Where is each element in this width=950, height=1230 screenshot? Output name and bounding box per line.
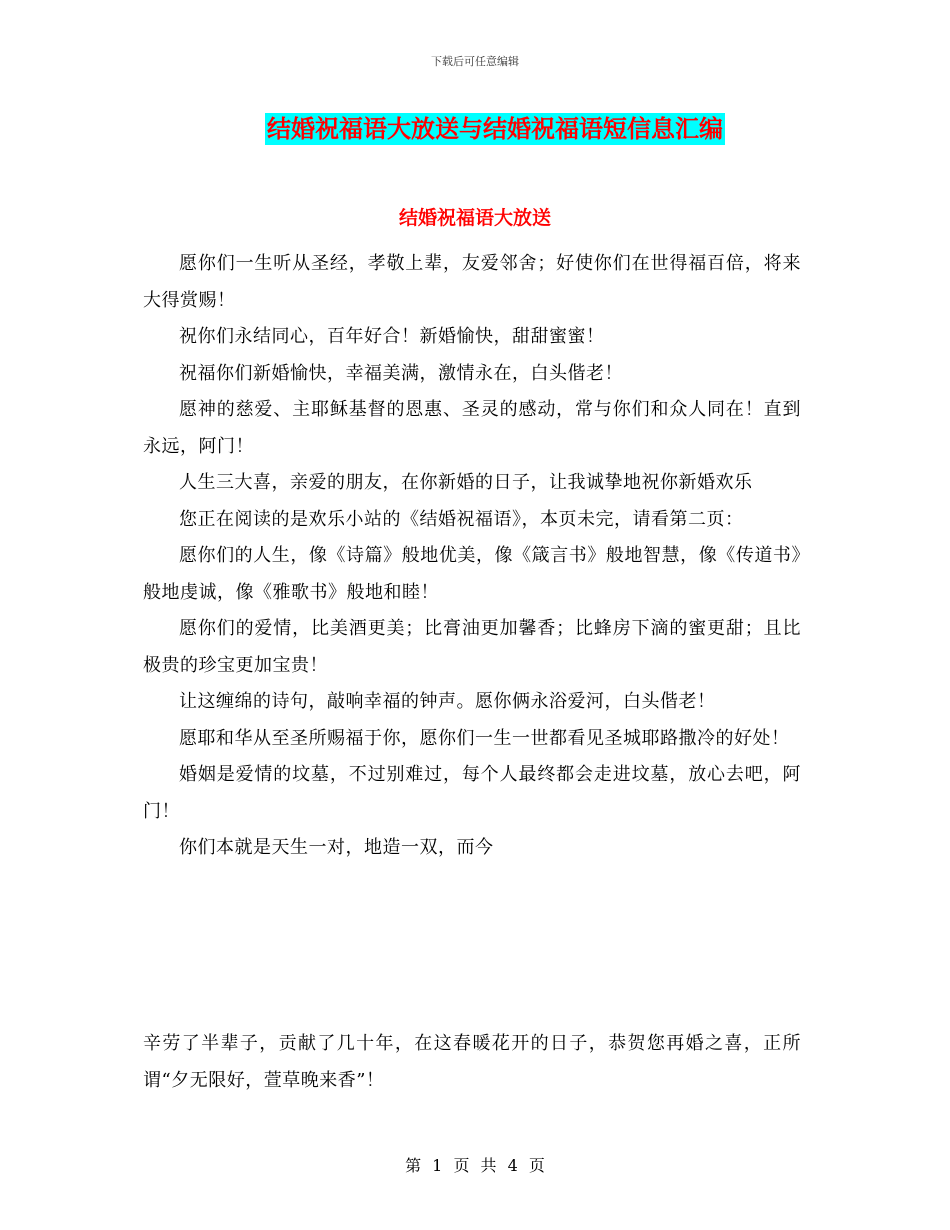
paragraph: 你们本就是天生一对，地造一双，而今 (179, 837, 494, 858)
paragraph: 愿你们的人生，像《诗篇》般地优美，像《箴言书》般地智慧，像《传道书》般地虔诚，像《雅歌书》般地和睦！ (143, 545, 801, 603)
header-note: 下载后可任意编辑 (431, 55, 519, 68)
paragraph: 您正在阅读的是欢乐小站的《结婚祝福语》，本页未完，请看第二页： (179, 508, 744, 530)
paragraph: 让这缠绵的诗句，敲响幸福的钟声。愿你俩永浴爱河，白头偕老！ (179, 691, 716, 712)
paragraph: 愿神的慈爱、主耶稣基督的恩惠、圣灵的感动，常与你们和众人同在！直到永远，阿门！ (143, 399, 801, 457)
paragraph: 愿你们一生听从圣经，孝敬上辈，友爱邻舍；好使你们在世得福百倍，将来大得赏赐！ (143, 253, 801, 311)
main-title-container (0, 113, 950, 145)
body-content (143, 246, 801, 867)
continuation-paragraph: 辛劳了半辈子，贡献了几十年，在这春暖花开的日子，恭贺您再婚之喜，正所谓“夕无限好，萱草晚来香”！ (143, 1033, 801, 1091)
paragraph: 愿耶和华从至圣所赐福于你，愿你们一生一世都看见圣城耶路撒冷的好处！ (179, 727, 790, 749)
page-footer: 第 1 页 共 4 页 (405, 1156, 545, 1175)
paragraph: 祝福你们新婚愉快，幸福美满，激情永在，白头偕老！ (179, 362, 623, 384)
paragraph: 祝你们永结同心，百年好合！新婚愉快，甜甜蜜蜜！ (179, 326, 605, 347)
paragraph: 婚姻是爱情的坟墓，不过别难过，每个人最终都会走进坟墓，放心去吧，阿门！ (143, 764, 801, 822)
paragraph: 愿你们的爱情，比美酒更美；比膏油更加馨香；比蜂房下滴的蜜更甜；且比极贵的珍宝更加宝贵！ (143, 618, 801, 676)
paragraph: 人生三大喜，亲爱的朋友，在你新婚的日子，让我诚挚地祝你新婚欢乐 (179, 472, 753, 493)
main-title: 结婚祝福语大放送与结婚祝福语短信息汇编 (267, 115, 723, 143)
section-title: 结婚祝福语大放送 (398, 207, 551, 229)
